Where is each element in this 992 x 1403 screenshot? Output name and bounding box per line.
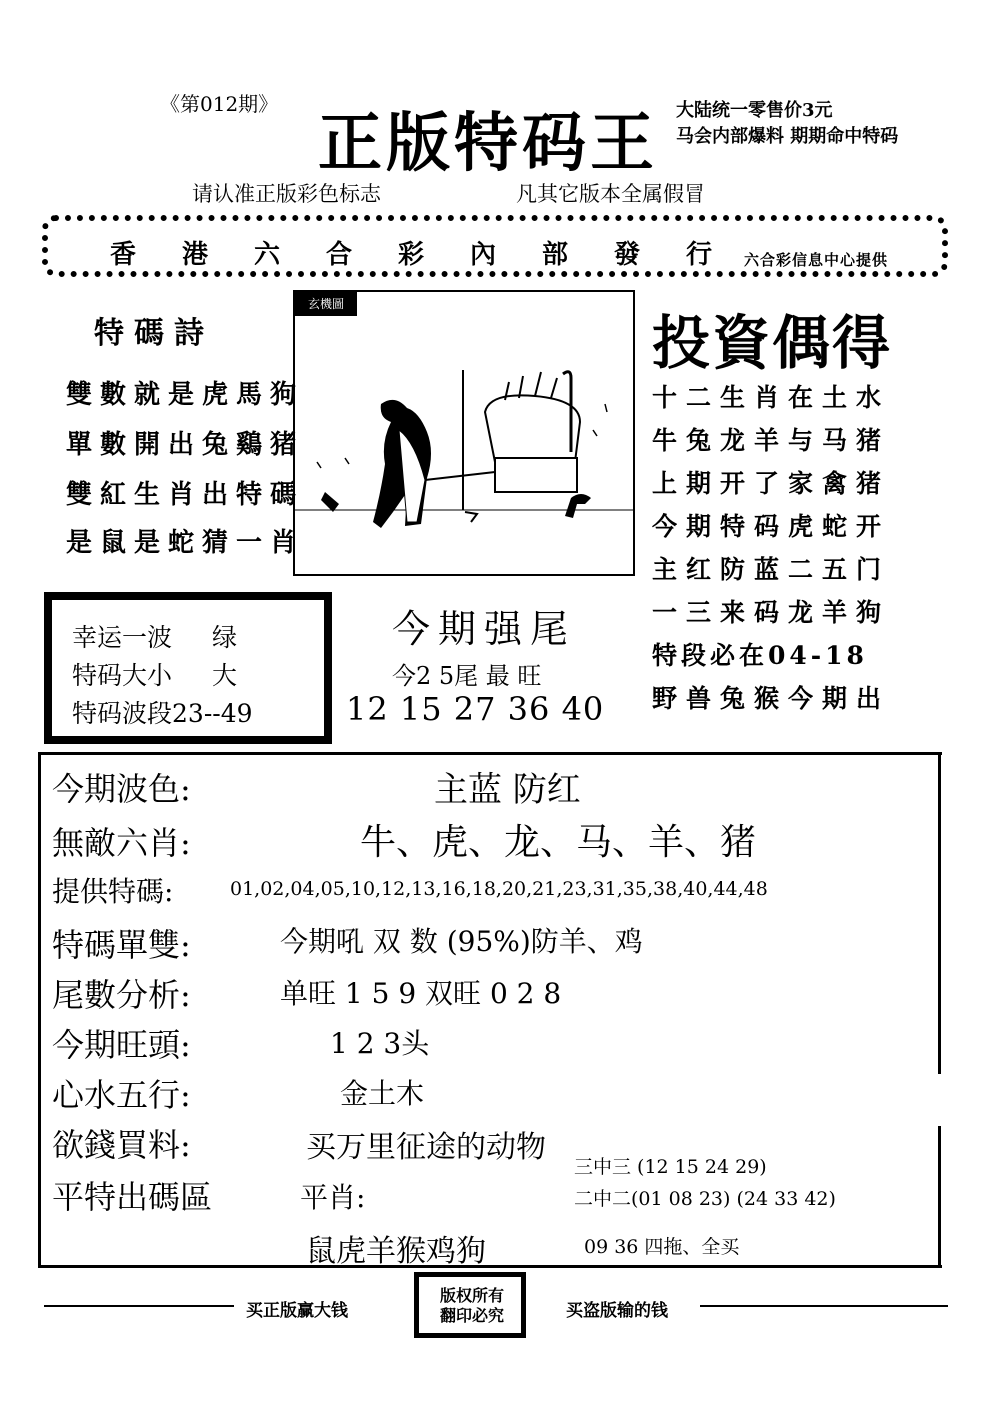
- poem-line: 單數開出兔鷄猪: [66, 430, 305, 460]
- ping-animals: 鼠虎羊猴鸡狗: [306, 1234, 486, 1269]
- page-title: 正版特码王: [318, 106, 658, 181]
- poem-title: 特碼詩: [94, 316, 214, 351]
- rhyme-line: 十二生肖在土水: [652, 383, 891, 412]
- invest-title: 投資偶得: [652, 309, 893, 377]
- rhyme-line: 特段必在04-18: [652, 641, 868, 670]
- lucky-range-value: 23--49: [172, 699, 253, 728]
- riddle-picture: [293, 290, 635, 576]
- row-value-wave: 主蓝 防红: [434, 770, 581, 810]
- row-label-wave: 今期波色:: [52, 770, 191, 808]
- footer-rule-right: [700, 1305, 948, 1307]
- lucky-wave: [72, 618, 237, 654]
- lucky-range: [72, 694, 253, 730]
- box-border: [938, 752, 941, 1074]
- strong-tail-title: 今期强尾: [392, 607, 577, 651]
- strong-tail-subtitle: 今2 5尾 最 旺: [392, 662, 542, 690]
- banner-sub: 六合彩信息中心提供: [744, 251, 889, 269]
- row-value-head: 1 2 3头: [330, 1027, 430, 1060]
- riddle-illustration: [295, 292, 633, 574]
- rhyme-line: 上期开了家禽猪: [652, 469, 891, 498]
- notice-left: 请认准正版彩色标志: [192, 182, 381, 206]
- lucky-size-label: 特码大小: [72, 661, 173, 690]
- row-label-odd-even: 特碼單雙:: [52, 926, 191, 964]
- row-label-ping: 平特出碼區: [52, 1178, 213, 1216]
- rhyme-line: 一三来码龙羊狗: [652, 598, 891, 627]
- row-value-ping: 平肖:: [300, 1181, 366, 1214]
- box-border: [938, 1126, 941, 1268]
- poem-line: 雙數就是虎馬狗: [66, 380, 305, 410]
- rhyme-line: 今期特码虎蛇开: [652, 512, 891, 541]
- row-label-head: 今期旺頭:: [52, 1026, 191, 1064]
- combo-two: 二中二(01 08 23) (24 33 42): [574, 1188, 836, 1210]
- rhyme-line: 野兽兔猴今期出: [652, 684, 891, 713]
- row-value-tail: 单旺 1 5 9 双旺 0 2 8: [280, 977, 562, 1010]
- row-value-elements: 金土木: [340, 1077, 425, 1110]
- row-value-six-zodiac: 牛、虎、龙、马、羊、猪: [360, 822, 757, 863]
- copyright-line-2: 翻印必究: [439, 1306, 504, 1325]
- price-line-2: 马会内部爆料 期期命中特码: [676, 126, 899, 147]
- rhyme-line: 牛兔龙羊与马猪: [652, 426, 891, 455]
- poem-line: 雙紅生肖出特碼: [66, 480, 305, 510]
- lucky-size-value: 大: [212, 661, 238, 690]
- lucky-size: [72, 656, 237, 692]
- picture-stamp: 玄機圖: [295, 292, 357, 316]
- row-label-six-zodiac: 無敵六肖:: [52, 824, 191, 862]
- row-value-riddle: 买万里征途的动物: [306, 1130, 546, 1165]
- lucky-wave-value: 绿: [212, 623, 238, 652]
- lucky-wave-label: 幸运一波: [72, 623, 173, 652]
- footer-left-text: 买正版赢大钱: [246, 1301, 348, 1321]
- lucky-range-label: 特码波段: [72, 699, 173, 728]
- price-line-1: 大陆统一零售价3元: [676, 100, 833, 121]
- footer-right-text: 买盗版输的钱: [566, 1301, 668, 1321]
- strong-tail-numbers: 12 15 27 36 40: [346, 690, 605, 728]
- row-value-numbers: 01,02,04,05,10,12,13,16,18,20,21,23,31,35,38,40,44,48: [230, 878, 768, 900]
- rhyme-line: 主红防蓝二五门: [652, 555, 891, 584]
- banner-text: 香港六合彩內部發行: [110, 240, 759, 270]
- copyright-text: [432, 1286, 512, 1326]
- row-label-numbers: 提供特碼:: [52, 875, 174, 908]
- combo-three: 三中三 (12 15 24 29): [574, 1156, 767, 1178]
- notice-right: 凡其它版本全属假冒: [516, 182, 705, 206]
- combo-drag: 09 36 四拖、全买: [584, 1236, 740, 1258]
- row-label-riddle: 欲錢買料:: [52, 1126, 191, 1164]
- row-label-tail: 尾數分析:: [52, 976, 191, 1014]
- copyright-line-1: 版权所有: [439, 1286, 504, 1305]
- poem-line: 是鼠是蛇猜一肖: [66, 528, 305, 558]
- row-label-elements: 心水五行:: [52, 1076, 191, 1114]
- issue-number: 《第012期》: [160, 92, 279, 116]
- price-info: [676, 98, 898, 150]
- footer-rule-left: [44, 1305, 234, 1307]
- row-value-odd-even: 今期吼 双 数 (95%)防羊、鸡: [280, 925, 643, 958]
